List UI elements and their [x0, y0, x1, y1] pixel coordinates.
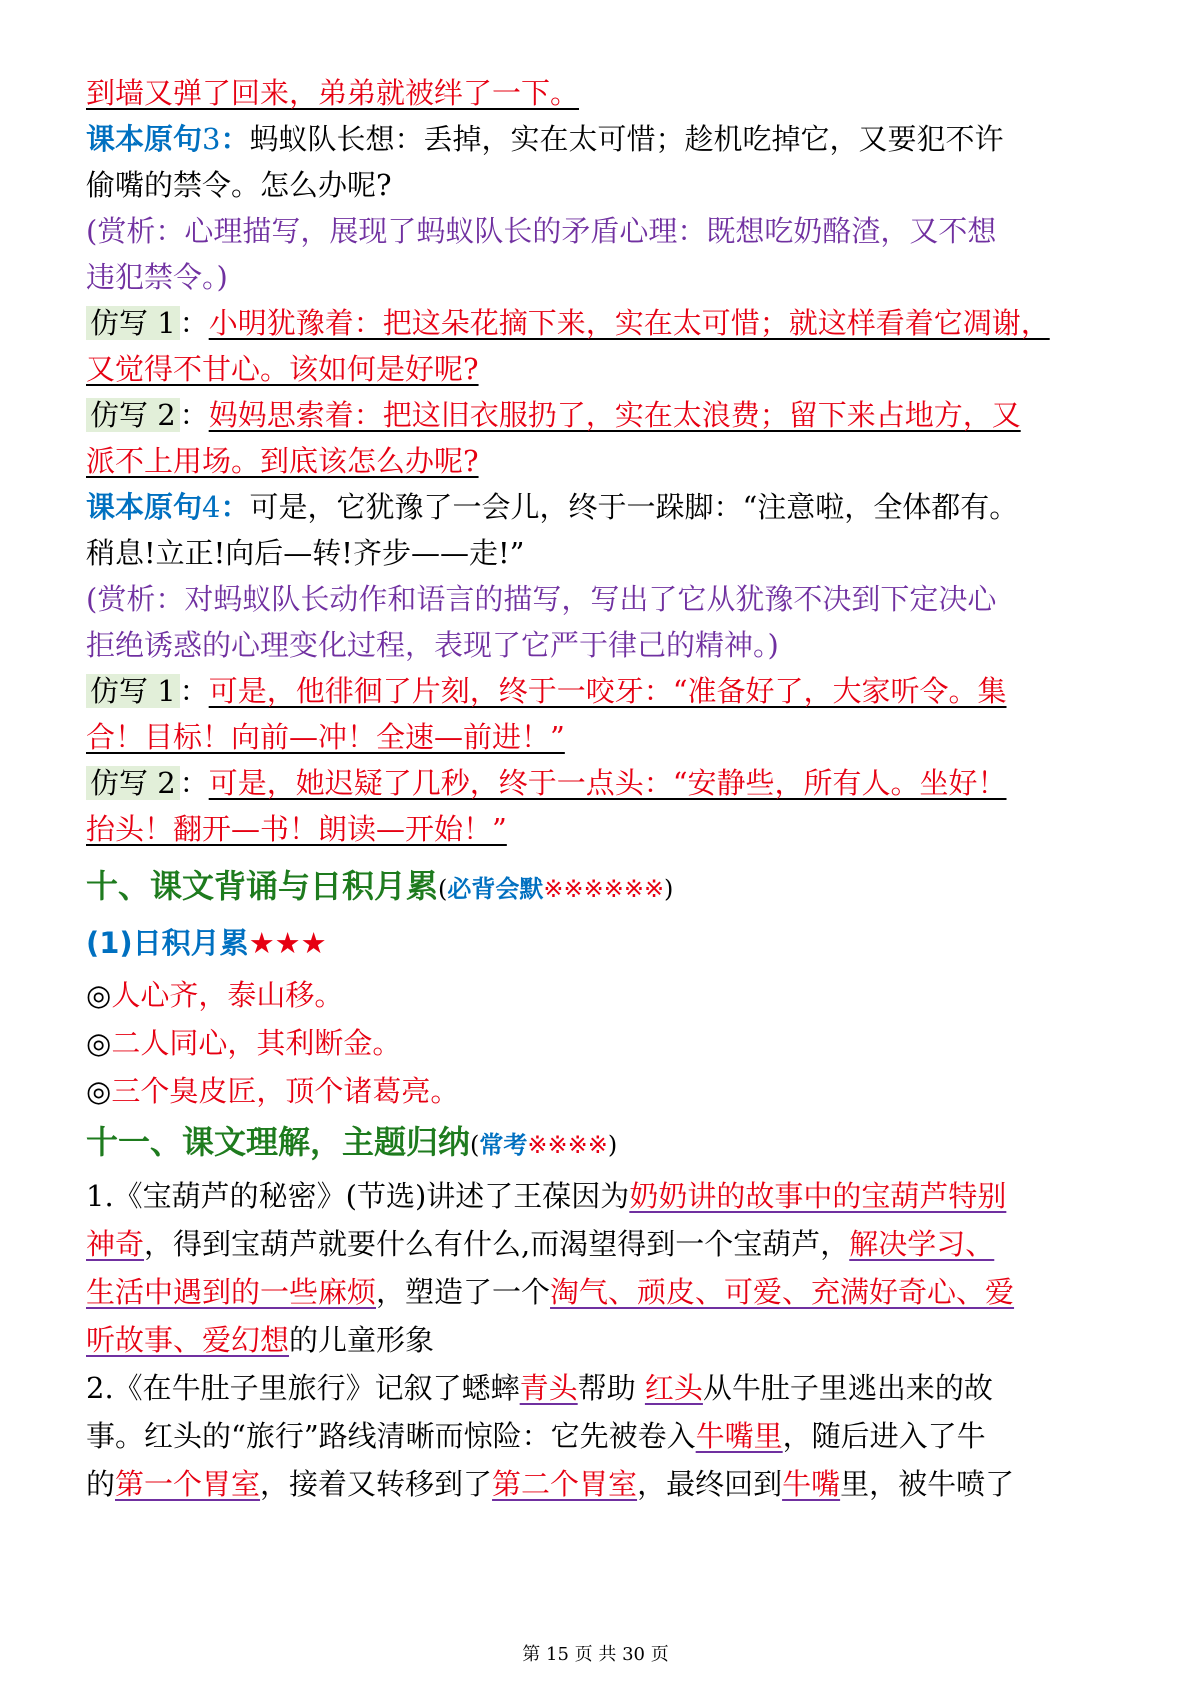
analysis-3-cont [86, 254, 1116, 300]
paragraph-1-cont [86, 1220, 1116, 1268]
sentence-text: 可是，它犹豫了一会儿，终于一跺脚：“注意啦，全体都有。 [249, 490, 1019, 524]
text: 里，被牛喷了 [840, 1467, 1015, 1501]
key-phrase: 第一个胃室 [115, 1467, 261, 1501]
note-open: ( [438, 875, 448, 903]
key-phrase: 红头 [644, 1371, 703, 1405]
note-stars: ※※※※ [527, 1131, 608, 1159]
key-phrase: 神奇 [86, 1227, 145, 1261]
text: 的儿童形象 [289, 1323, 435, 1357]
imitation-3-2-cont [86, 438, 1116, 484]
imitation-4-1: 仿写 1 ：可是，他徘徊了片刻，终于一咬牙：“准备好了，大家听令。集 [86, 668, 1116, 714]
imitation-text: 可是，她迟疑了几秒，终于一点头：“安静些，所有人。坐好！ [208, 766, 1007, 800]
proverb-text: 三个臭皮匠，顶个诸葛亮。 [111, 1074, 460, 1108]
paragraph-1-cont [86, 1268, 1116, 1316]
text: ，接着又转移到了 [260, 1467, 493, 1501]
section-11-heading [86, 1115, 1116, 1172]
label-colon: ： [220, 490, 250, 524]
sentence-text: 稍息!立正!向后—转!齐步——走!” [86, 536, 525, 570]
key-phrase: 青头 [519, 1371, 578, 1405]
note-text: 必背会默 [447, 875, 544, 903]
text: 帮助 [577, 1371, 645, 1405]
section-title: 十、课文背诵与日积月累 [86, 867, 439, 905]
key-phrase: 奶奶讲的故事中的宝葫芦特别 [629, 1179, 1007, 1213]
imitation-text: 妈妈思索着：把这旧衣服扔了，实在太浪费；留下来占地方，又 [208, 398, 1021, 432]
bullet-mark: ◎ [86, 978, 112, 1012]
note-open: ( [470, 1131, 480, 1159]
label-original: 课本原句 [86, 122, 203, 156]
proverb-text: 人心齐，泰山移。 [111, 978, 344, 1012]
analysis-4 [86, 576, 1116, 622]
label-num: 4 [202, 490, 221, 524]
sentence-text: 蚂蚁队长想：丢掉，实在太可惜；趁机吃掉它，又要犯不许 [249, 122, 1004, 156]
text: 事。红头的“旅行”路线清晰而惊险：它先被卷入 [86, 1419, 696, 1453]
imitation-text: 抬头！翻开—书！朗读—开始！” [86, 812, 507, 846]
imitation-4-2-cont [86, 806, 1116, 852]
text: ，最终回到 [637, 1467, 783, 1501]
analysis-text: (赏析：心理描写，展现了蚂蚁队长的矛盾心理：既想吃奶酪渣，又不想 [86, 214, 997, 248]
note-close: ) [607, 1131, 618, 1159]
section-title: 十一、课文理解，主题归纳 [86, 1123, 471, 1161]
prev-text: 到墙又弹了回来，弟弟就被绊了一下。 [86, 76, 580, 110]
imitation-label: 仿写 2 [86, 398, 180, 432]
imitation-text: 合！目标！向前—冲！全速—前进！” [86, 720, 565, 754]
key-phrase: 生活中遇到的一些麻烦 [86, 1275, 377, 1309]
document-page [86, 70, 1116, 1508]
note-text: 常考 [479, 1131, 528, 1159]
imitation-3-1: 仿写 1 ：小明犹豫着：把这朵花摘下来，实在太可惜；就这样看着它凋谢， [86, 300, 1116, 346]
key-phrase: 牛嘴 [782, 1467, 841, 1501]
text: ，随后进入了牛 [782, 1419, 986, 1453]
imitation-text: 可是，他徘徊了片刻，终于一咬牙：“准备好了，大家听令。集 [208, 674, 1007, 708]
paragraph-2-cont [86, 1412, 1116, 1460]
original-sentence-4 [86, 484, 1116, 530]
note-stars: ※※※※※※ [543, 875, 665, 903]
imitation-label: 仿写 1 [86, 306, 180, 340]
analysis-text: 违犯禁令。) [86, 260, 228, 294]
list-item [86, 971, 1116, 1019]
imitation-label: 仿写 2 [86, 766, 180, 800]
paragraph-1 [86, 1172, 1116, 1220]
bullet-mark: ◎ [86, 1074, 112, 1108]
imitation-4-2: 仿写 2 ：可是，她迟疑了几秒，终于一点头：“安静些，所有人。坐好！ [86, 760, 1116, 806]
key-phrase: 牛嘴里 [695, 1419, 783, 1453]
prev-line [86, 70, 1116, 116]
imitation-4-1-cont [86, 714, 1116, 760]
analysis-text: 拒绝诱惑的心理变化过程，表现了它严于律己的精神。) [86, 628, 779, 662]
analysis-4-cont [86, 622, 1116, 668]
key-phrase: 听故事、爱幻想 [86, 1323, 290, 1357]
paragraph-2-cont [86, 1460, 1116, 1508]
original-sentence-3 [86, 116, 1116, 162]
list-item [86, 1067, 1116, 1115]
imitation-text: 派不上用场。到底该怎么办呢? [86, 444, 479, 478]
label-original: 课本原句 [86, 490, 203, 524]
subsection-heading [86, 915, 1116, 971]
text: 从牛肚子里逃出来的故 [702, 1371, 993, 1405]
imitation-3-1-cont [86, 346, 1116, 392]
page-footer: 第 15 页 共 30 页 [522, 1644, 669, 1665]
bullet-mark: ◎ [86, 1026, 112, 1060]
original-sentence-4-cont [86, 530, 1116, 576]
star-rating: ★★★ [248, 926, 327, 960]
label-num: 3 [202, 122, 221, 156]
analysis-text: (赏析：对蚂蚁队长动作和语言的描写，写出了它从犹豫不决到下定决心 [86, 582, 997, 616]
list-item [86, 1019, 1116, 1067]
text: 的 [86, 1467, 116, 1501]
key-phrase: 解决学习、 [849, 1227, 995, 1261]
imitation-text: 又觉得不甘心。该如何是好呢? [86, 352, 479, 386]
proverb-text: 二人同心，其利断金。 [111, 1026, 402, 1060]
imitation-label: 仿写 1 [86, 674, 180, 708]
text: ，得到宝葫芦就要什么有什么,而渴望得到一个宝葫芦， [144, 1227, 850, 1261]
analysis-3 [86, 208, 1116, 254]
section-10-heading [86, 860, 1116, 915]
note-close: ) [664, 875, 674, 903]
subsection-title: (1)日积月累 [86, 926, 249, 960]
paragraph-1-cont [86, 1316, 1116, 1364]
text: 1.《宝葫芦的秘密》(节选)讲述了王葆因为 [86, 1179, 630, 1213]
text: 2.《在牛肚子里旅行》记叙了蟋蟀 [86, 1371, 520, 1405]
label-colon: ： [220, 122, 250, 156]
imitation-text: 小明犹豫着：把这朵花摘下来，实在太可惜；就这样看着它凋谢， [208, 306, 1050, 340]
imitation-3-2: 仿写 2 ：妈妈思索着：把这旧衣服扔了，实在太浪费；留下来占地方，又 [86, 392, 1116, 438]
paragraph-2 [86, 1364, 1116, 1412]
original-sentence-3-cont [86, 162, 1116, 208]
key-phrase: 淘气、顽皮、可爱、充满好奇心、爱 [550, 1275, 1015, 1309]
sentence-text: 偷嘴的禁令。怎么办呢? [86, 168, 392, 202]
text: ，塑造了一个 [376, 1275, 551, 1309]
key-phrase: 第二个胃室 [492, 1467, 638, 1501]
